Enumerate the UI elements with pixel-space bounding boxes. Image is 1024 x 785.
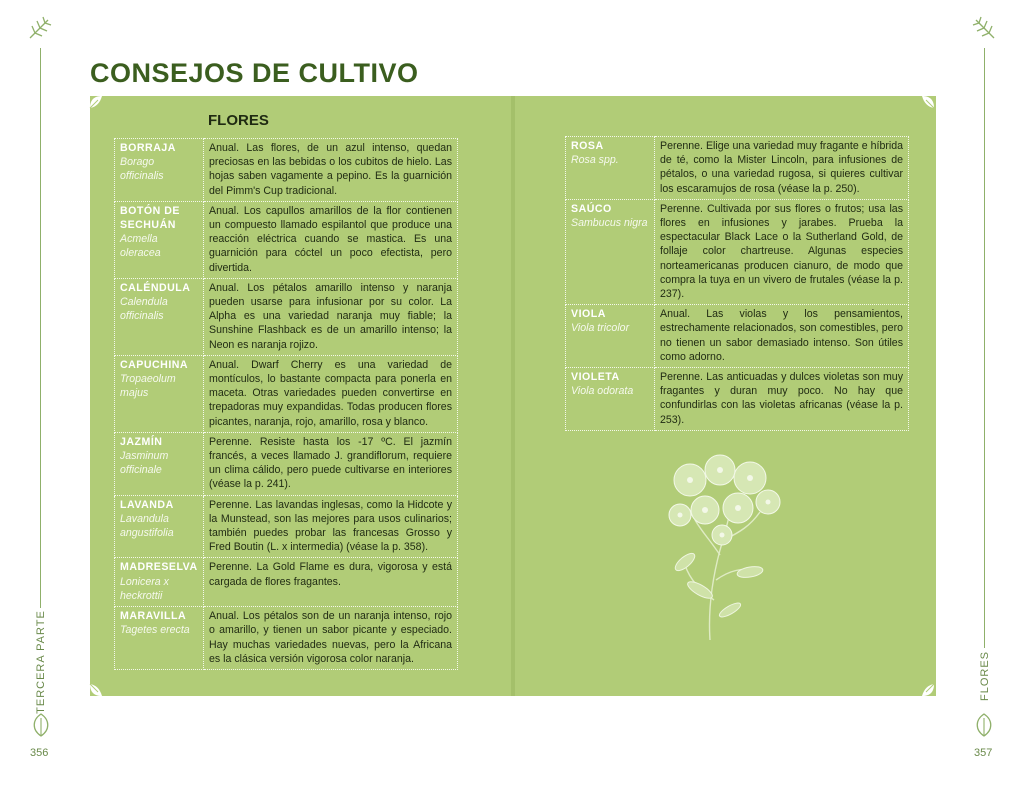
plant-name-cell [115, 607, 204, 670]
latin-name: Jasminum officinale [120, 450, 169, 477]
page-number-right: 357 [974, 747, 993, 759]
table-row [115, 139, 458, 202]
plant-name-cell [115, 278, 204, 355]
latin-name: Viola odorata [571, 385, 634, 398]
description-cell: Perenne. Las lavandas inglesas, como la Hidcote y la Munstead, son las mejores para usos culinarios; también puedes probar las francesas Grosso y Fred Boutin (L. x intermedia) (véase la p. 358). [204, 495, 458, 558]
leaf-ornament-icon [920, 94, 936, 110]
common-name: CALÉNDULA [120, 281, 191, 294]
latin-name: Tropaeolum majus [120, 373, 176, 400]
latin-name: Acmella oleracea [120, 233, 161, 260]
table-row [115, 432, 458, 495]
common-name: BOTÓN DE SECHUÁN [120, 204, 180, 232]
plant-name-cell [115, 495, 204, 558]
plant-name-cell [566, 368, 655, 431]
common-name: CAPUCHINA [120, 358, 189, 371]
description-cell: Perenne. Resiste hasta los -17 ºC. El jazmín francés, a veces llamado J. grandiflorum, requiere un clima cálido, pero puede cultivarse en interiores (véase la p. 241). [204, 432, 458, 495]
description-cell: Anual. Los pétalos son de un naranja intenso, rojo o amarillo, y tienen un sabor picante y especiado. Hay muchas variedades nuevas, pero la Africana es la clásica versión vigorosa color naranja. [204, 607, 458, 670]
common-name: MARAVILLA [120, 610, 187, 623]
sprig-icon [26, 14, 54, 42]
plant-name-cell [566, 137, 655, 200]
latin-name: Sambucus nigra [571, 217, 648, 230]
common-name: BORRAJA [120, 142, 176, 154]
description-cell: Perenne. Las anticuadas y dulces violetas son muy fragantes y duran muy poco. No hay que confundirlas con las violetas africanas (véase la p. 253). [655, 368, 909, 431]
description-cell: Anual. Las flores, de un azul intenso, quedan preciosas en las bebidas o los cubitos de hielo. Las hojas saben vagamente a pepino. Es la guarnición del Pimm's Cup tradicional. [204, 139, 458, 202]
table-row [115, 607, 458, 670]
section-title: FLORES [208, 112, 269, 129]
description-cell: Perenne. Elige una variedad muy fragante e híbrida de té, como la Mister Lincoln, para infusiones de pétalos, o una variedad rugosa, si quieres cultivar los escaramujos de rosa (véase la p. 250). [655, 137, 909, 200]
section-side-label: FLORES [979, 651, 991, 702]
common-name: LAVANDA [120, 498, 174, 511]
page-gutter [511, 96, 515, 696]
table-row [566, 137, 909, 200]
latin-name: Lonicera x heckrottii [120, 575, 169, 602]
description-cell: Anual. Las violas y los pensamientos, estrechamente relacionados, son comestibles, pero no tienen un sabor demasiado intenso. Son útiles como adorno. [655, 305, 909, 368]
table-row [115, 558, 458, 607]
plant-name-cell [566, 305, 655, 368]
table-row [566, 305, 909, 368]
common-name: SAÚCO [571, 202, 612, 215]
part-label: TERCERA PARTE [35, 610, 47, 714]
table-row [115, 495, 458, 558]
page-title: CONSEJOS DE CULTIVO [90, 58, 419, 88]
leaf-ornament-icon [88, 682, 104, 698]
plant-name-cell [115, 558, 204, 607]
page-number-left: 356 [30, 747, 49, 759]
plant-name-cell [115, 355, 204, 432]
latin-name: Calendula officinalis [120, 296, 168, 323]
common-name: ROSA [571, 140, 604, 152]
common-name: VIOLA [571, 308, 606, 321]
table-row [566, 199, 909, 304]
common-name: MADRESELVA [120, 561, 198, 574]
description-cell: Perenne. La Gold Flame es dura, vigorosa y está cargada de flores fragantes. [204, 558, 458, 607]
leaf-ornament-icon [920, 682, 936, 698]
latin-name: Lavandula angustifolia [120, 512, 174, 540]
latin-name: Viola tricolor [571, 322, 630, 335]
margin-rule-left [40, 48, 41, 608]
description-cell: Anual. Dwarf Cherry es una variedad de montículos, lo bastante compacta para ponerla en maceta. Otras variedades pueden convertirse en trepadoras muy expandidas. Todas producen flores picantes, naranja, rojo, amarillo, rosa y blanco. [204, 355, 458, 432]
common-name: JAZMÍN [120, 435, 163, 448]
plant-name-cell [566, 199, 655, 304]
flowers-table-left [114, 138, 458, 670]
plant-name-cell [115, 201, 204, 278]
table-row [115, 201, 458, 278]
description-cell: Anual. Los pétalos amarillo intenso y naranja pueden usarse para infusionar por su color. La Alpha es una variedad naranja muy fiable; la Sunshine Flashback es de un amarillo intenso; la Neon es naranja rojizo. [204, 278, 458, 355]
flowers-table-right [565, 136, 909, 431]
leaf-ornament-icon [88, 94, 104, 110]
table-row [566, 368, 909, 431]
table-row [115, 278, 458, 355]
leaf-icon [973, 712, 995, 738]
latin-name: Tagetes erecta [120, 624, 190, 637]
table-row [115, 355, 458, 432]
description-cell: Perenne. Cultivada por sus flores o frutos; usa las flores en infusiones y jarabes. Prueba la espectacular Black Lace o la Sutherland Gold, de follaje color chartreuse. Algunas especies norteamericanas producen cianuro, de modo que compra la tuya en un vivero de frutales (véase la p. 237). [655, 199, 909, 304]
flower-illustration [650, 440, 800, 645]
plant-name-cell [115, 139, 204, 202]
sprig-icon [970, 14, 998, 42]
leaf-icon [30, 712, 52, 738]
latin-name: Rosa spp. [571, 154, 619, 167]
latin-name: Borago officinalis [120, 156, 164, 183]
plant-name-cell [115, 432, 204, 495]
common-name: VIOLETA [571, 371, 620, 384]
description-cell: Anual. Los capullos amarillos de la flor contienen un compuesto llamado espilantol que produce una reacción eléctrica cuando se mastica. Es una guarnición para cóctel un poco efectista, pero divertida. [204, 201, 458, 278]
margin-rule-right [984, 48, 985, 648]
